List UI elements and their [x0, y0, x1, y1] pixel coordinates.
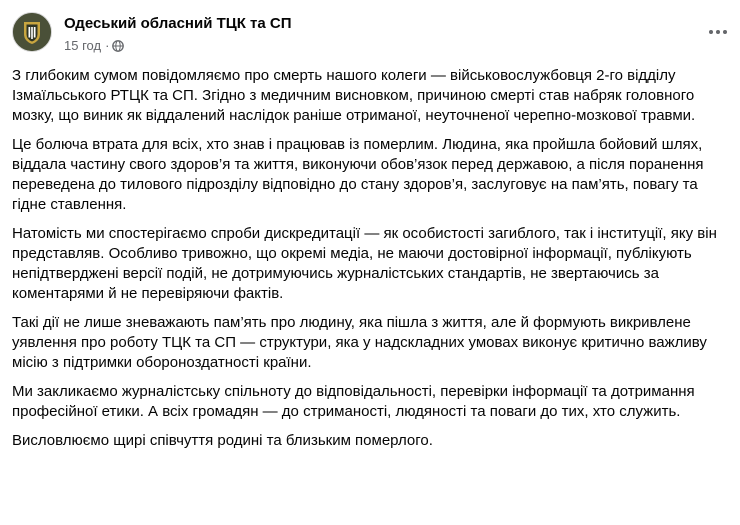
post-paragraph: Ми закликаємо журналістську спільноту до відповідальності, перевірки інформації та дотримання професійної етики. А всіх громадян — до стриманості, людяності та поваги до тих, хто служить. — [12, 383, 695, 420]
post-paragraph: Це болюча втрата для всіх, хто знав і працював із померлим. Людина, яка пройшла бойовий шлях, віддала частину свого здоров’я та життя, виконуючи обов’язок перед державою, а після поранення переведена до тилового підрозділу відповідно до стану здоров’я, заслуговує на пам’ять, повагу та гідне ставлення. — [12, 136, 704, 213]
avatar[interactable] — [12, 12, 52, 52]
post-header — [12, 12, 740, 58]
ellipsis-icon — [708, 29, 728, 35]
post-paragraph: Висловлюємо щирі співчуття родині та близьким померлого. — [12, 432, 433, 449]
post-paragraph: З глибоким сумом повідомляємо про смерть нашого колеги — військовослужбовця 2-го відділу Ізмаїльського РТЦК та СП. Згідно з медичним висновком, причиною смерті став набряк головного мозку, що виник як віддалений наслідок раніше отриманої, неуточненої черепно-мозкової травми. — [12, 67, 696, 124]
globe-icon[interactable] — [112, 40, 124, 52]
page-name-link[interactable]: Одеський обласний ТЦК та СП — [64, 15, 292, 32]
more-options-button[interactable] — [704, 18, 732, 46]
emblem-shield-icon — [13, 13, 51, 51]
post-meta — [64, 38, 124, 53]
post-paragraph: Натомість ми спостерігаємо спроби дискредитації — як особистості загиблого, так і інституції, яку він представляв. Особливо тривожно, що окремі медіа, не маючи достовірної інформації, публікують непідтверджені версії подій, не дотримуючись журналістських стандартів, не звертаючись за коментарями й не перевіряючи фактів. — [12, 225, 717, 302]
post-paragraph: Такі дії не лише зневажають пам’ять про людину, яка пішла з життя, але й формують викривлене уявлення про роботу ТЦК та СП — структури, яка у надскладних умовах виконує критично важливу місію з підтримки обороноздатності країни. — [12, 314, 707, 371]
post-timestamp[interactable]: 15 год — [64, 38, 102, 53]
post-body — [12, 66, 718, 460]
meta-separator: · — [105, 38, 110, 53]
